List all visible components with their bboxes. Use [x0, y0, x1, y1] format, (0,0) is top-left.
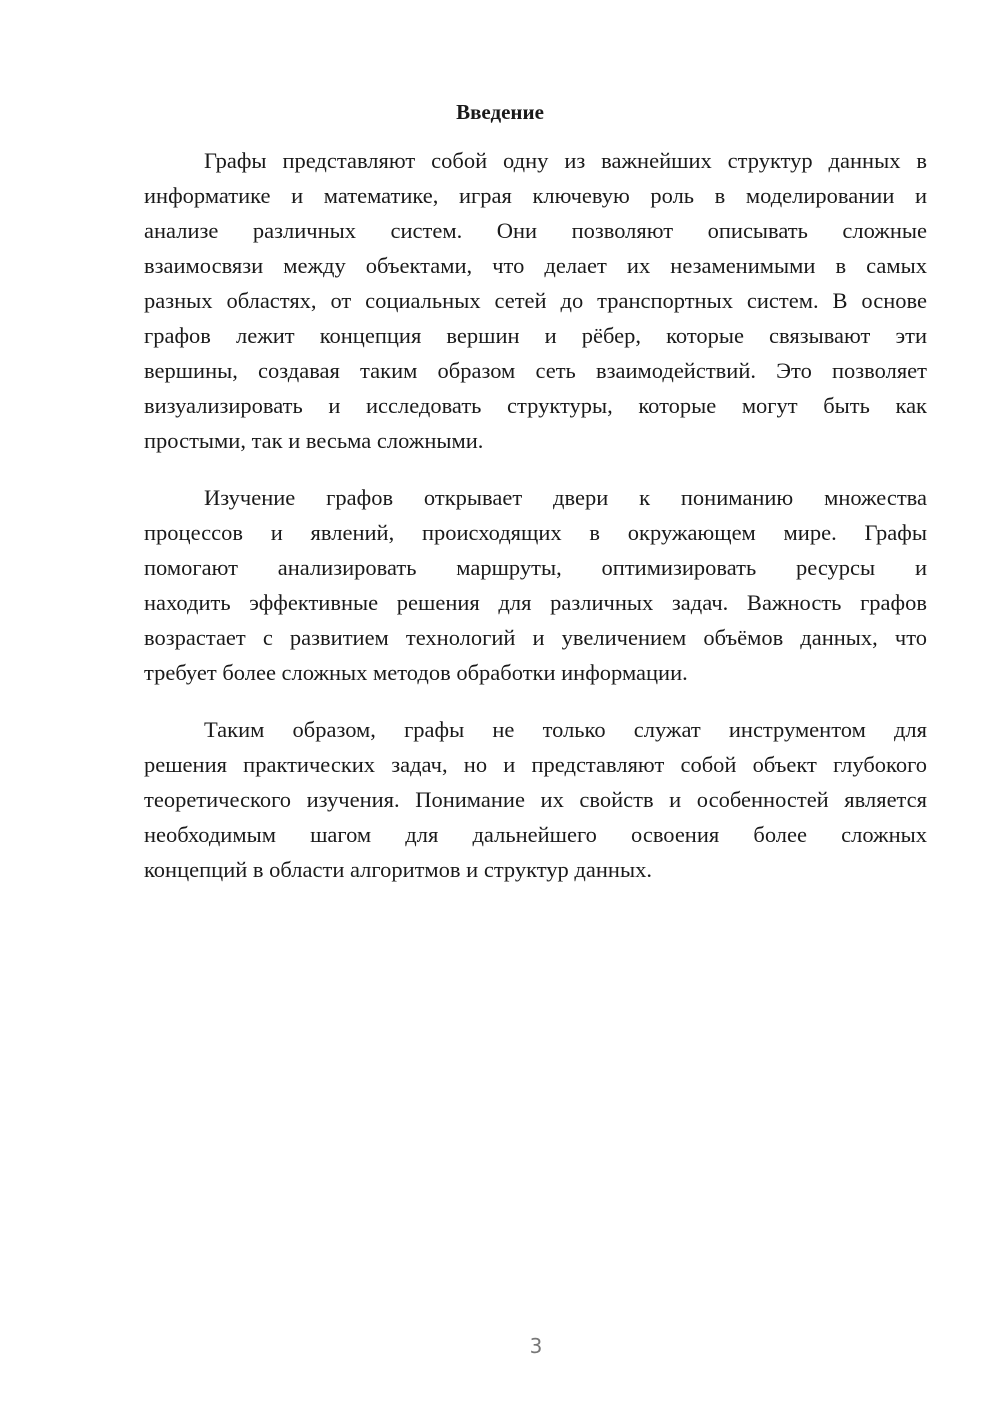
paragraph-line: разных областях, от социальных сетей до транспортных систем. В основе	[144, 288, 927, 313]
section-heading	[70, 98, 1000, 126]
section-heading-text: Введение	[456, 100, 544, 124]
paragraph-line: требует более сложных методов обработки информации.	[144, 660, 688, 685]
paragraph-line: Изучение графов открывает двери к пониманию множества	[204, 485, 927, 510]
paragraph-line: необходимым шагом для дальнейшего освоения более сложных	[144, 822, 927, 847]
paragraph-2	[144, 480, 927, 690]
paragraph-line: анализе различных систем. Они позволяют описывать сложные	[144, 218, 927, 243]
paragraph-line: находить эффективные решения для различных задач. Важность графов	[144, 590, 927, 615]
paragraph-line: возрастает с развитием технологий и увеличением объёмов данных, что	[144, 625, 927, 650]
paragraph-line: решения практических задач, но и представляют собой объект глубокого	[144, 752, 927, 777]
paragraph-line: помогают анализировать маршруты, оптимизировать ресурсы и	[144, 555, 927, 580]
paragraph-3	[144, 712, 927, 887]
paragraph-line: взаимосвязи между объектами, что делает их незаменимыми в самых	[144, 253, 927, 278]
paragraph-line: процессов и явлений, происходящих в окружающем мире. Графы	[144, 520, 927, 545]
paragraph-line: простыми, так и весьма сложными.	[144, 428, 484, 453]
paragraph-line: концепций в области алгоритмов и структур данных.	[144, 857, 652, 882]
paragraph-line: визуализировать и исследовать структуры, которые могут быть как	[144, 393, 927, 418]
paragraph-line: информатике и математике, играя ключевую роль в моделировании и	[144, 183, 927, 208]
paragraph-line: Графы представляют собой одну из важнейших структур данных в	[204, 148, 927, 173]
paragraph-line: Таким образом, графы не только служат инструментом для	[204, 717, 927, 742]
paragraph-line: теоретического изучения. Понимание их свойств и особенностей является	[144, 787, 927, 812]
paragraph-line: графов лежит концепция вершин и рёбер, которые связывают эти	[144, 323, 927, 348]
page-number: 3	[529, 1334, 543, 1358]
paragraph-line: вершины, создавая таким образом сеть взаимодействий. Это позволяет	[144, 358, 927, 383]
paragraph-1	[144, 143, 927, 458]
